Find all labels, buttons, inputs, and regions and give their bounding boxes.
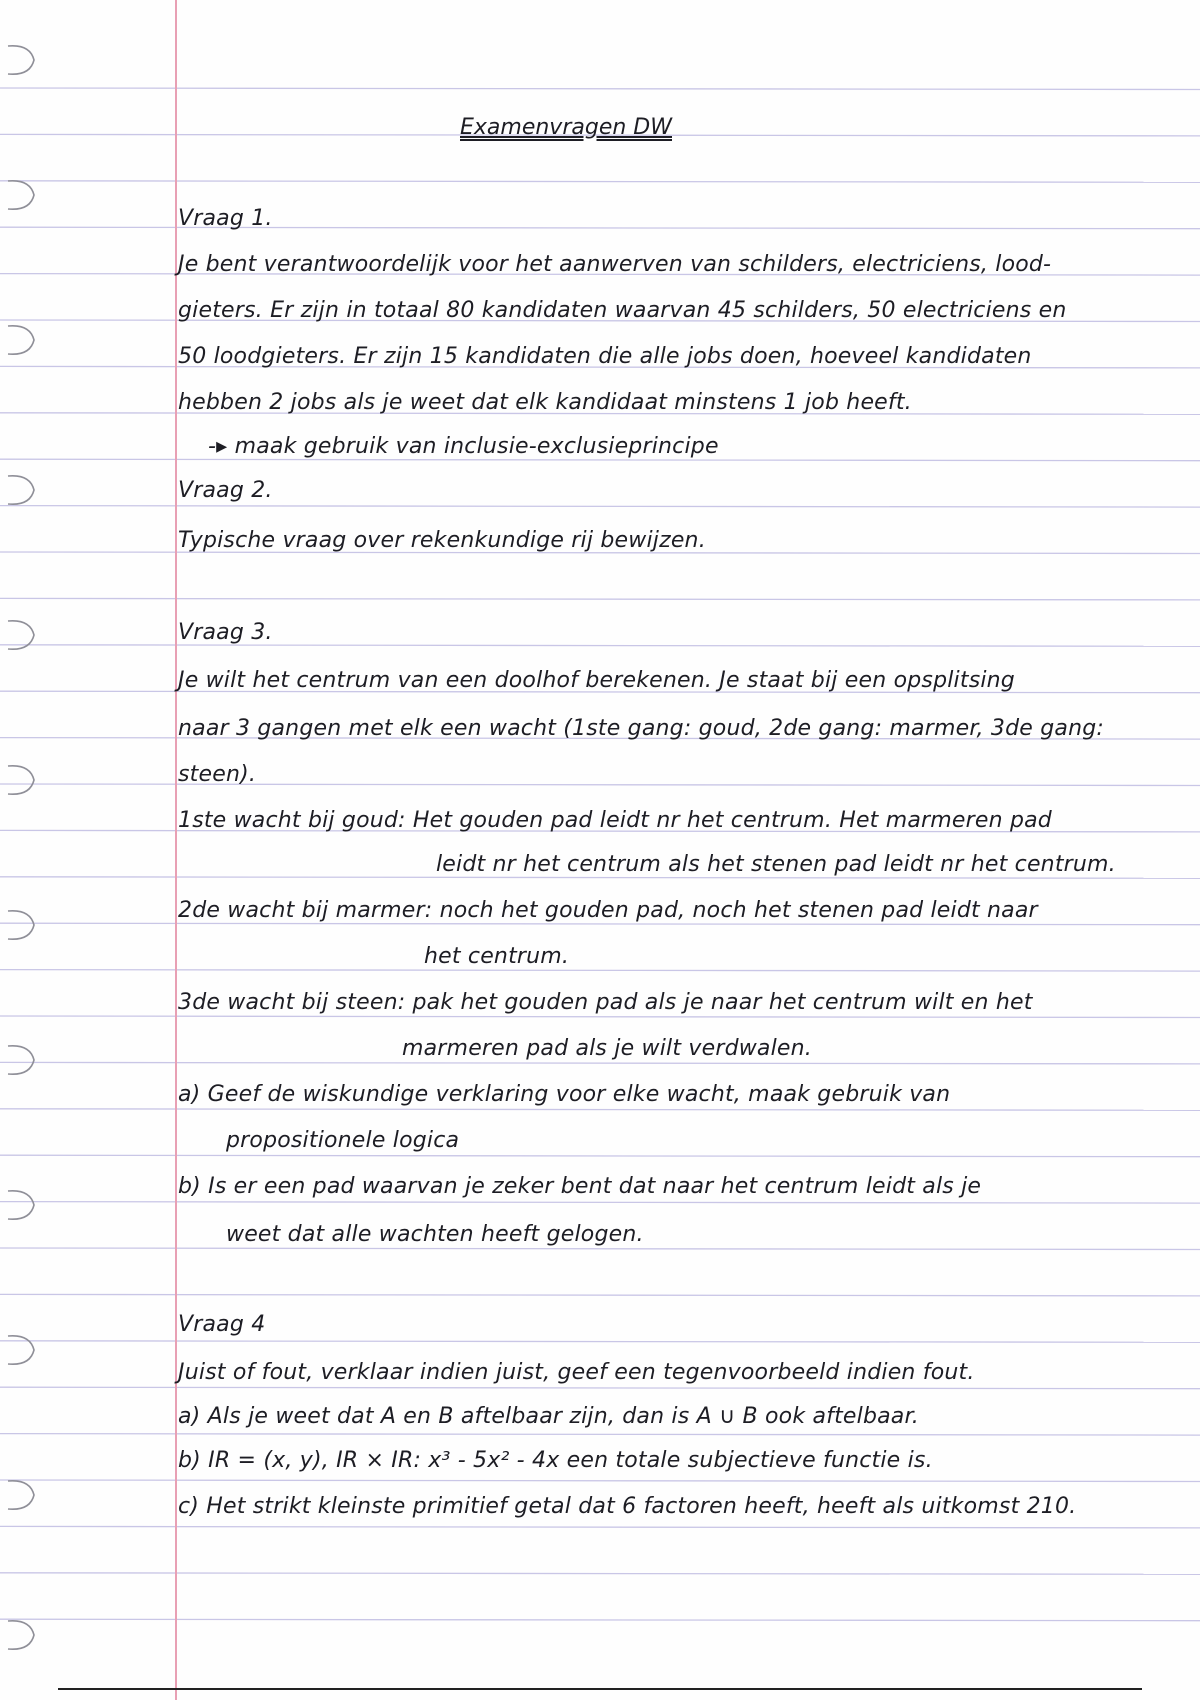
ruled-line — [0, 1248, 1200, 1250]
question-2-heading: Vraag 2. — [178, 478, 273, 503]
ruled-line — [0, 1526, 1200, 1528]
ruled-line — [0, 459, 1200, 461]
question-3-guard-1-a: 1ste wacht bij goud: Het gouden pad leidt nr het centrum. Het marmeren pad — [178, 808, 1052, 833]
question-1-heading: Vraag 1. — [178, 206, 273, 231]
question-3-heading: Vraag 3. — [178, 620, 273, 645]
question-1-line-4: hebben 2 jobs als je weet dat elk kandidaat minstens 1 job heeft. — [178, 390, 912, 415]
binder-hole — [8, 46, 34, 74]
question-3-line-1: Je wilt het centrum van een doolhof berekenen. Je staat bij een opsplitsing — [178, 668, 1015, 693]
binder-hole — [8, 621, 34, 649]
ruled-line — [0, 645, 1200, 647]
ruled-line — [0, 506, 1200, 508]
question-3-sub-b-2: weet dat alle wachten heeft gelogen. — [226, 1222, 644, 1247]
binder-hole — [8, 1046, 34, 1074]
question-3-line-3: steen). — [178, 762, 257, 787]
question-2-line-1: Typische vraag over rekenkundige rij bewijzen. — [178, 528, 706, 553]
ruled-line — [0, 1341, 1200, 1343]
question-3-sub-a-1: a) Geef de wiskundige verklaring voor elke wacht, maak gebruik van — [178, 1082, 951, 1107]
question-1-line-1: Je bent verantwoordelijk voor het aanwerven van schilders, electriciens, lood- — [178, 252, 1052, 277]
ruled-line — [0, 1202, 1200, 1204]
binder-hole — [8, 911, 34, 939]
question-3-guard-2-b: het centrum. — [424, 944, 570, 969]
binder-holes — [0, 0, 60, 1700]
ruled-line — [0, 1016, 1200, 1018]
question-3-sub-a-2: propositionele logica — [226, 1128, 460, 1153]
binder-hole — [8, 766, 34, 794]
question-3-guard-1-b: leidt nr het centrum als het stenen pad leidt nr het centrum. — [436, 852, 1116, 877]
ruled-line — [0, 877, 1200, 879]
ruled-line — [0, 1155, 1200, 1157]
question-3-guard-2-a: 2de wacht bij marmer: noch het gouden pad, noch het stenen pad leidt naar — [178, 898, 1038, 923]
ruled-line — [0, 923, 1200, 925]
binder-hole — [8, 181, 34, 209]
question-3-guard-3-b: marmeren pad als je wilt verdwalen. — [402, 1036, 812, 1061]
ruled-line — [0, 1480, 1200, 1482]
ruled-line — [0, 1434, 1200, 1436]
ruled-line — [0, 970, 1200, 972]
binder-hole — [8, 1336, 34, 1364]
question-1-line-3: 50 loodgieters. Er zijn 15 kandidaten die alle jobs doen, hoeveel kandidaten — [178, 344, 1032, 369]
question-3-sub-b-1: b) Is er een pad waarvan je zeker bent dat naar het centrum leidt als je — [178, 1174, 982, 1199]
ruled-line — [0, 598, 1200, 600]
ruled-line — [0, 1294, 1200, 1296]
binder-hole-group — [8, 46, 34, 1649]
binder-hole — [8, 1621, 34, 1649]
ruled-line — [0, 1062, 1200, 1064]
binder-hole — [8, 1481, 34, 1509]
ruled-line — [0, 1619, 1200, 1621]
question-1-line-2: gieters. Er zijn in totaal 80 kandidaten waarvan 45 schilders, 50 electriciens en — [178, 298, 1067, 323]
binder-hole — [8, 1191, 34, 1219]
page-bottom-edge — [58, 1688, 1142, 1690]
question-3-guard-3-a: 3de wacht bij steen: pak het gouden pad als je naar het centrum wilt en het — [178, 990, 1033, 1015]
question-4-heading: Vraag 4 — [178, 1312, 266, 1337]
ruled-line — [0, 1573, 1200, 1575]
question-4-sub-b: b) IR = (x, y), IR × IR: x³ - 5x² - 4x een totale subjectieve functie is. — [178, 1448, 933, 1473]
question-3-line-2: naar 3 gangen met elk een wacht (1ste gang: goud, 2de gang: marmer, 3de gang: — [178, 716, 1104, 741]
question-4-sub-c: c) Het strikt kleinste primitief getal dat 6 factoren heeft, heeft als uitkomst 210. — [178, 1494, 1077, 1519]
binder-hole — [8, 326, 34, 354]
binder-hole — [8, 476, 34, 504]
ruled-line — [0, 181, 1200, 183]
question-4-sub-a: a) Als je weet dat A en B aftelbaar zijn, dan is A ∪ B ook aftelbaar. — [178, 1404, 919, 1429]
ruled-line — [0, 1387, 1200, 1389]
ruled-line — [0, 88, 1200, 90]
page-title: Examenvragen DW — [460, 115, 672, 140]
question-4-line-1: Juist of fout, verklaar indien juist, geef een tegenvoorbeeld indien fout. — [178, 1360, 975, 1385]
ruled-line — [0, 1109, 1200, 1111]
question-1-hint: -▸ maak gebruik van inclusie-exclusieprincipe — [208, 434, 719, 459]
